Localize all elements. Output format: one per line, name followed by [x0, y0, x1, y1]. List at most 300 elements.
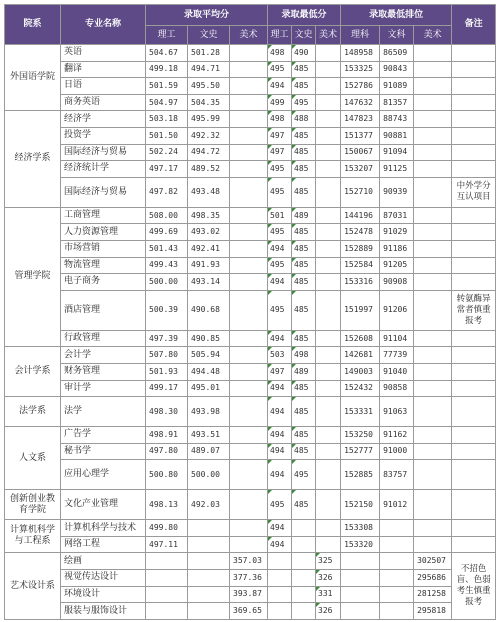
cell-rank-li: 147823	[341, 111, 380, 128]
table-row	[5, 397, 496, 427]
cell-avg-wen: 490.85	[188, 330, 230, 347]
cell-rank-mei	[414, 290, 452, 330]
cell-min-mei: 325	[316, 553, 341, 570]
header-note: 备注	[452, 5, 496, 45]
subheader-rank-science: 理科	[341, 26, 380, 45]
cell-avg-mei	[230, 347, 268, 364]
cell-rank-wen	[380, 586, 414, 603]
cell-rank-wen	[380, 520, 414, 537]
major-name-cell: 环境设计	[61, 586, 146, 603]
cell-avg-wen: 500.00	[188, 460, 230, 490]
note-cell	[452, 443, 496, 460]
cell-min-mei	[316, 460, 341, 490]
table-row	[5, 240, 496, 257]
major-name-cell: 商务英语	[61, 94, 146, 111]
table-row	[5, 207, 496, 224]
cell-rank-wen: 91206	[380, 290, 414, 330]
note-cell	[452, 61, 496, 78]
major-name-cell: 国际经济与贸易	[61, 177, 146, 207]
cell-avg-li: 499.80	[146, 520, 188, 537]
cell-avg-mei	[230, 61, 268, 78]
cell-min-mei	[316, 427, 341, 444]
major-name-cell: 工商管理	[61, 207, 146, 224]
cell-rank-wen: 91063	[380, 397, 414, 427]
cell-avg-wen: 493.48	[188, 177, 230, 207]
subheader-rank-art: 美术	[414, 26, 452, 45]
major-name-cell: 市场营销	[61, 240, 146, 257]
table-row	[5, 520, 496, 537]
major-name-cell: 财务管理	[61, 363, 146, 380]
table-row	[5, 603, 496, 620]
cell-min-li: 495	[268, 61, 292, 78]
cell-avg-wen: 495.99	[188, 111, 230, 128]
note-cell: 转氨酶异常者慎重报考	[452, 290, 496, 330]
cell-rank-mei	[414, 443, 452, 460]
cell-avg-li	[146, 570, 188, 587]
major-name-cell: 投资学	[61, 127, 146, 144]
dept-cell-fx: 法学系	[5, 397, 61, 427]
cell-min-li	[268, 603, 292, 620]
table-row	[5, 127, 496, 144]
cell-rank-li	[341, 586, 380, 603]
cell-min-wen	[292, 553, 316, 570]
cell-min-li	[268, 553, 292, 570]
cell-avg-mei	[230, 207, 268, 224]
cell-avg-li: 504.67	[146, 45, 188, 62]
cell-avg-mei	[230, 94, 268, 111]
cell-min-li: 494	[268, 78, 292, 95]
cell-rank-wen: 91000	[380, 443, 414, 460]
cell-avg-li: 497.82	[146, 177, 188, 207]
cell-avg-wen: 492.32	[188, 127, 230, 144]
cell-avg-li: 501.59	[146, 78, 188, 95]
cell-min-mei	[316, 257, 341, 274]
major-name-cell: 绘画	[61, 553, 146, 570]
cell-min-wen: 485	[292, 144, 316, 161]
cell-min-wen	[292, 536, 316, 553]
cell-min-li: 494	[268, 443, 292, 460]
cell-avg-mei	[230, 127, 268, 144]
dept-cell-cx: 创新创业教育学院	[5, 490, 61, 520]
cell-rank-li: 152885	[341, 460, 380, 490]
table-body	[5, 45, 496, 620]
cell-rank-li: 152584	[341, 257, 380, 274]
note-cell	[452, 127, 496, 144]
table-row	[5, 363, 496, 380]
cell-rank-mei	[414, 460, 452, 490]
cell-avg-mei	[230, 490, 268, 520]
subheader-min-science: 理工	[268, 26, 292, 45]
cell-rank-wen: 91125	[380, 161, 414, 178]
major-name-cell: 英语	[61, 45, 146, 62]
major-name-cell: 日语	[61, 78, 146, 95]
cell-avg-mei: 357.03	[230, 553, 268, 570]
cell-avg-mei	[230, 520, 268, 537]
cell-avg-li: 501.93	[146, 363, 188, 380]
cell-min-wen: 485	[292, 127, 316, 144]
cell-min-wen	[292, 520, 316, 537]
major-name-cell: 计算机科学与技术	[61, 520, 146, 537]
cell-min-li: 495	[268, 177, 292, 207]
cell-min-wen: 485	[292, 290, 316, 330]
cell-min-mei	[316, 330, 341, 347]
cell-min-mei	[316, 94, 341, 111]
dept-cell-wgy: 外国语学院	[5, 45, 61, 111]
cell-avg-li: 499.17	[146, 380, 188, 397]
cell-min-mei	[316, 520, 341, 537]
cell-min-mei	[316, 161, 341, 178]
header-major: 专业名称	[61, 5, 146, 45]
cell-rank-wen: 88743	[380, 111, 414, 128]
table-row	[5, 257, 496, 274]
cell-avg-wen	[188, 586, 230, 603]
cell-avg-wen: 498.35	[188, 207, 230, 224]
cell-min-wen: 485	[292, 78, 316, 95]
note-cell	[452, 397, 496, 427]
table-row	[5, 224, 496, 241]
cell-rank-wen: 91162	[380, 427, 414, 444]
cell-avg-wen: 493.14	[188, 274, 230, 291]
cell-rank-li: 153207	[341, 161, 380, 178]
cell-rank-mei: 302507	[414, 553, 452, 570]
cell-rank-li: 153308	[341, 520, 380, 537]
cell-rank-wen: 90843	[380, 61, 414, 78]
cell-rank-mei	[414, 520, 452, 537]
cell-min-mei	[316, 111, 341, 128]
cell-min-li: 494	[268, 520, 292, 537]
cell-rank-li: 144196	[341, 207, 380, 224]
table-row	[5, 144, 496, 161]
major-name-cell: 经济学	[61, 111, 146, 128]
cell-rank-mei	[414, 207, 452, 224]
cell-avg-mei: 393.87	[230, 586, 268, 603]
dept-cell-jj: 经济学系	[5, 111, 61, 207]
cell-avg-wen: 501.28	[188, 45, 230, 62]
table-row	[5, 161, 496, 178]
cell-min-mei	[316, 397, 341, 427]
cell-min-mei	[316, 443, 341, 460]
cell-rank-wen: 91012	[380, 490, 414, 520]
cell-avg-wen: 494.72	[188, 144, 230, 161]
admission-table-container	[4, 4, 495, 620]
cell-avg-li: 499.43	[146, 257, 188, 274]
admission-score-table	[4, 4, 496, 620]
cell-min-li: 494	[268, 240, 292, 257]
cell-rank-li: 153325	[341, 61, 380, 78]
cell-min-li: 497	[268, 144, 292, 161]
major-name-cell: 行政管理	[61, 330, 146, 347]
cell-min-wen: 485	[292, 490, 316, 520]
table-row	[5, 380, 496, 397]
cell-rank-wen: 83757	[380, 460, 414, 490]
cell-rank-mei	[414, 397, 452, 427]
cell-min-li: 495	[268, 257, 292, 274]
note-cell	[452, 380, 496, 397]
cell-min-li: 494	[268, 427, 292, 444]
cell-min-wen: 489	[292, 363, 316, 380]
cell-min-wen: 485	[292, 427, 316, 444]
cell-rank-mei: 281258	[414, 586, 452, 603]
cell-min-mei: 326	[316, 570, 341, 587]
cell-min-li	[268, 570, 292, 587]
cell-rank-wen: 91040	[380, 363, 414, 380]
cell-min-wen	[292, 570, 316, 587]
cell-min-li: 498	[268, 45, 292, 62]
cell-rank-li: 150067	[341, 144, 380, 161]
cell-avg-li: 503.18	[146, 111, 188, 128]
cell-rank-li: 153331	[341, 397, 380, 427]
cell-avg-wen	[188, 536, 230, 553]
cell-avg-wen: 494.48	[188, 363, 230, 380]
cell-rank-li: 153250	[341, 427, 380, 444]
table-row	[5, 347, 496, 364]
cell-avg-mei	[230, 45, 268, 62]
cell-rank-mei: 295686	[414, 570, 452, 587]
note-cell	[452, 161, 496, 178]
subheader-avg-science: 理工	[146, 26, 188, 45]
dept-cell-kj: 会计学系	[5, 347, 61, 397]
cell-avg-wen: 493.98	[188, 397, 230, 427]
cell-avg-li: 502.24	[146, 144, 188, 161]
cell-rank-wen: 90881	[380, 127, 414, 144]
cell-min-wen	[292, 586, 316, 603]
note-cell	[452, 330, 496, 347]
cell-rank-mei	[414, 330, 452, 347]
cell-avg-mei	[230, 78, 268, 95]
cell-avg-li: 497.80	[146, 443, 188, 460]
cell-min-mei	[316, 78, 341, 95]
cell-min-mei	[316, 61, 341, 78]
cell-avg-mei	[230, 330, 268, 347]
cell-avg-mei	[230, 224, 268, 241]
cell-rank-mei	[414, 144, 452, 161]
major-name-cell: 网络工程	[61, 536, 146, 553]
cell-min-mei	[316, 127, 341, 144]
cell-min-li: 494	[268, 460, 292, 490]
cell-avg-wen: 490.68	[188, 290, 230, 330]
note-cell	[452, 274, 496, 291]
cell-rank-wen: 87031	[380, 207, 414, 224]
note-cell	[452, 520, 496, 537]
cell-avg-li	[146, 603, 188, 620]
cell-avg-mei	[230, 460, 268, 490]
cell-min-wen: 485	[292, 274, 316, 291]
table-row	[5, 443, 496, 460]
cell-min-mei: 331	[316, 586, 341, 603]
cell-rank-li: 149003	[341, 363, 380, 380]
cell-rank-li: 152777	[341, 443, 380, 460]
note-cell	[452, 45, 496, 62]
cell-avg-wen	[188, 520, 230, 537]
table-row	[5, 94, 496, 111]
cell-avg-wen: 494.71	[188, 61, 230, 78]
cell-rank-li: 152432	[341, 380, 380, 397]
cell-avg-wen	[188, 553, 230, 570]
cell-avg-li: 500.80	[146, 460, 188, 490]
note-cell	[452, 111, 496, 128]
cell-rank-mei	[414, 490, 452, 520]
note-cell	[452, 144, 496, 161]
cell-avg-li: 497.39	[146, 330, 188, 347]
table-row	[5, 78, 496, 95]
note-cell	[452, 460, 496, 490]
cell-avg-mei	[230, 144, 268, 161]
cell-rank-li: 142681	[341, 347, 380, 364]
cell-avg-li: 497.17	[146, 161, 188, 178]
table-row	[5, 460, 496, 490]
cell-avg-wen: 492.41	[188, 240, 230, 257]
cell-avg-li	[146, 586, 188, 603]
note-cell	[452, 427, 496, 444]
cell-min-li: 494	[268, 397, 292, 427]
table-row	[5, 45, 496, 62]
header-dept: 院系	[5, 5, 61, 45]
cell-rank-wen: 90858	[380, 380, 414, 397]
cell-avg-li: 504.97	[146, 94, 188, 111]
cell-avg-mei	[230, 363, 268, 380]
cell-rank-mei	[414, 536, 452, 553]
subheader-min-art: 美术	[316, 26, 341, 45]
cell-min-wen: 485	[292, 330, 316, 347]
cell-rank-wen: 86509	[380, 45, 414, 62]
cell-avg-mei	[230, 111, 268, 128]
subheader-min-liberal: 文史	[292, 26, 316, 45]
cell-min-mei	[316, 536, 341, 553]
cell-min-wen: 485	[292, 161, 316, 178]
cell-min-mei	[316, 207, 341, 224]
cell-avg-li: 497.11	[146, 536, 188, 553]
cell-rank-mei	[414, 61, 452, 78]
cell-rank-li: 152710	[341, 177, 380, 207]
cell-avg-wen: 495.01	[188, 380, 230, 397]
cell-avg-mei	[230, 427, 268, 444]
cell-rank-wen: 91205	[380, 257, 414, 274]
cell-avg-mei: 377.36	[230, 570, 268, 587]
cell-rank-wen: 91104	[380, 330, 414, 347]
major-name-cell: 审计学	[61, 380, 146, 397]
cell-avg-li: 508.00	[146, 207, 188, 224]
cell-min-mei	[316, 177, 341, 207]
cell-min-mei	[316, 144, 341, 161]
cell-min-li: 497	[268, 127, 292, 144]
note-cell-art: 不招色盲、色弱考生慎重报考	[452, 553, 496, 619]
cell-rank-wen: 91029	[380, 224, 414, 241]
subheader-avg-liberal: 文史	[188, 26, 230, 45]
cell-min-mei	[316, 224, 341, 241]
cell-min-li: 501	[268, 207, 292, 224]
cell-min-mei	[316, 363, 341, 380]
cell-avg-mei	[230, 536, 268, 553]
cell-rank-li	[341, 603, 380, 620]
cell-rank-li: 147632	[341, 94, 380, 111]
cell-avg-mei	[230, 240, 268, 257]
cell-avg-li: 499.18	[146, 61, 188, 78]
cell-rank-mei	[414, 347, 452, 364]
cell-min-mei	[316, 290, 341, 330]
cell-min-li: 495	[268, 161, 292, 178]
table-row	[5, 427, 496, 444]
note-cell	[452, 224, 496, 241]
cell-rank-wen: 90939	[380, 177, 414, 207]
dept-cell-jsj: 计算机科学与工程系	[5, 520, 61, 553]
cell-avg-wen: 495.50	[188, 78, 230, 95]
dept-cell-rw: 人文系	[5, 427, 61, 490]
cell-rank-li: 153320	[341, 536, 380, 553]
major-name-cell: 人力资源管理	[61, 224, 146, 241]
cell-avg-li: 499.69	[146, 224, 188, 241]
cell-min-wen: 489	[292, 207, 316, 224]
cell-min-li: 494	[268, 330, 292, 347]
major-name-cell: 会计学	[61, 347, 146, 364]
cell-min-wen: 485	[292, 443, 316, 460]
cell-rank-mei	[414, 45, 452, 62]
header-min-rank: 录取最低排位	[341, 5, 452, 26]
major-name-cell: 应用心理学	[61, 460, 146, 490]
major-name-cell: 视觉传达设计	[61, 570, 146, 587]
major-name-cell: 物流管理	[61, 257, 146, 274]
cell-rank-li: 152889	[341, 240, 380, 257]
cell-min-wen: 485	[292, 257, 316, 274]
table-row	[5, 490, 496, 520]
cell-rank-li: 151997	[341, 290, 380, 330]
cell-avg-li: 501.43	[146, 240, 188, 257]
cell-rank-mei	[414, 274, 452, 291]
cell-avg-li: 498.13	[146, 490, 188, 520]
major-name-cell: 经济统计学	[61, 161, 146, 178]
cell-rank-wen: 91186	[380, 240, 414, 257]
cell-rank-wen: 91094	[380, 144, 414, 161]
cell-min-li: 499	[268, 94, 292, 111]
cell-avg-mei: 369.65	[230, 603, 268, 620]
cell-avg-mei	[230, 397, 268, 427]
cell-avg-wen	[188, 570, 230, 587]
cell-rank-wen: 81357	[380, 94, 414, 111]
cell-avg-wen: 505.94	[188, 347, 230, 364]
cell-rank-li: 148958	[341, 45, 380, 62]
cell-min-wen: 488	[292, 111, 316, 128]
table-row	[5, 274, 496, 291]
cell-rank-li	[341, 570, 380, 587]
cell-rank-wen: 90908	[380, 274, 414, 291]
table-row	[5, 570, 496, 587]
cell-min-mei	[316, 45, 341, 62]
table-row	[5, 553, 496, 570]
header-min-score: 录取最低分	[268, 5, 341, 26]
cell-min-li: 497	[268, 363, 292, 380]
cell-avg-mei	[230, 274, 268, 291]
cell-avg-mei	[230, 177, 268, 207]
cell-rank-mei	[414, 427, 452, 444]
table-row	[5, 111, 496, 128]
cell-avg-li: 500.00	[146, 274, 188, 291]
cell-avg-mei	[230, 161, 268, 178]
major-name-cell: 广告学	[61, 427, 146, 444]
cell-rank-mei	[414, 94, 452, 111]
cell-min-wen: 490	[292, 45, 316, 62]
cell-rank-mei	[414, 224, 452, 241]
cell-rank-wen: 91089	[380, 78, 414, 95]
note-cell	[452, 240, 496, 257]
table-row	[5, 61, 496, 78]
cell-rank-mei	[414, 111, 452, 128]
cell-avg-mei	[230, 257, 268, 274]
cell-avg-wen: 493.02	[188, 224, 230, 241]
table-row	[5, 536, 496, 553]
cell-avg-mei	[230, 290, 268, 330]
cell-rank-mei	[414, 78, 452, 95]
cell-min-wen: 495	[292, 94, 316, 111]
table-row	[5, 177, 496, 207]
